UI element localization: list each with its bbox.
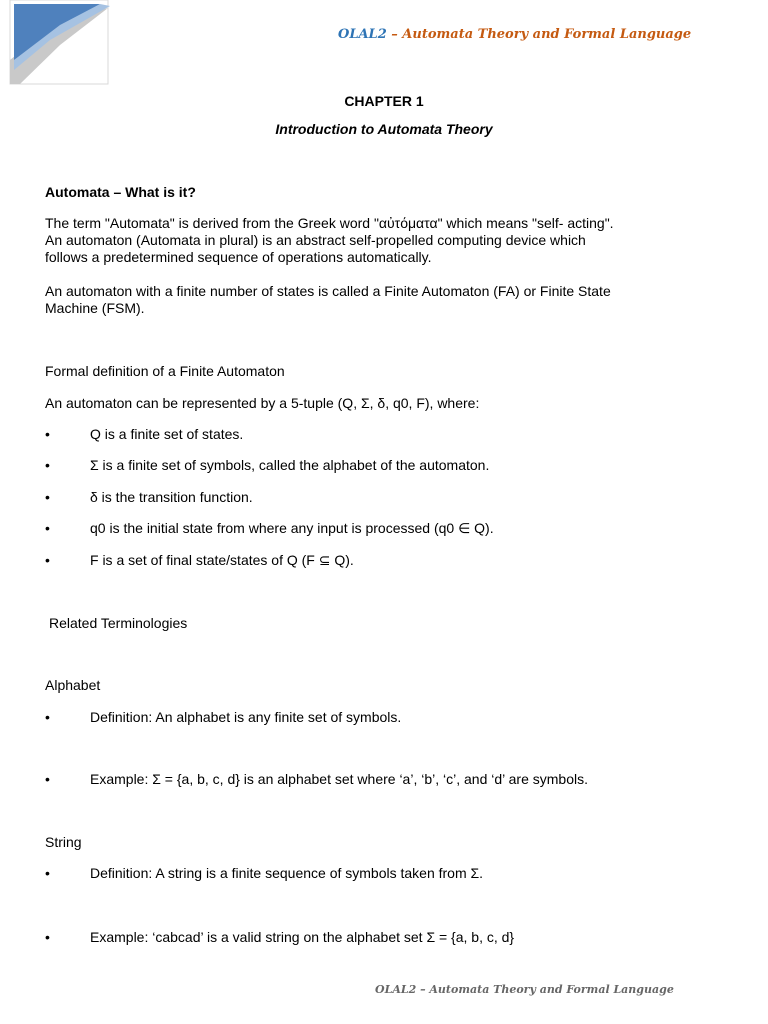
section-heading-formal-definition: Formal definition of a Finite Automaton bbox=[45, 363, 285, 379]
bullet-marker: • bbox=[45, 426, 50, 442]
bullet-marker: • bbox=[45, 489, 50, 505]
bullet-marker: • bbox=[45, 552, 50, 568]
bullet-marker: • bbox=[45, 709, 50, 725]
formal-definition-intro: An automaton can be represented by a 5-tuple (Q, Σ, δ, q0, F), where: bbox=[45, 395, 480, 411]
header-course-name: – Automata Theory and Formal Language bbox=[386, 27, 692, 42]
list-item-text: Σ is a finite set of symbols, called the alphabet of the automaton. bbox=[90, 457, 490, 473]
string-definition: Definition: A string is a finite sequence of symbols taken from Σ. bbox=[90, 865, 484, 881]
bullet-marker: • bbox=[45, 865, 50, 881]
header-course-code: OLAL2 bbox=[338, 27, 387, 42]
chapter-title: Introduction to Automata Theory bbox=[275, 121, 493, 137]
bullet-marker: • bbox=[45, 929, 50, 945]
subheading-alphabet: Alphabet bbox=[45, 677, 101, 693]
corner-decoration bbox=[0, 0, 120, 90]
paragraph-finite-automaton: An automaton with a finite number of states is called a Finite Automaton (FA) or Finite State Machine (FSM). bbox=[45, 283, 611, 316]
alphabet-example: Example: Σ = {a, b, c, d} is an alphabet set where ‘a’, ‘b’, ‘c’, and ‘d’ are symbols. bbox=[90, 771, 589, 787]
paragraph-automata-definition: The term "Automata" is derived from the Greek word "αὐτόματα" which means "self- acting". An automaton (Automata in plural) is an abstract self-propelled computing device which follows a predetermined sequence of operations automatically. bbox=[45, 215, 614, 265]
list-item-text: δ is the transition function. bbox=[90, 489, 253, 505]
string-example: Example: ‘cabcad’ is a valid string on the alphabet set Σ = {a, b, c, d} bbox=[90, 929, 515, 945]
section-heading-automata: Automata – What is it? bbox=[45, 184, 196, 200]
header-title bbox=[338, 27, 691, 42]
subheading-string: String bbox=[45, 834, 82, 850]
list-item-text: Q is a finite set of states. bbox=[90, 426, 244, 442]
bullet-marker: • bbox=[45, 771, 50, 787]
section-heading-related-terminologies: Related Terminologies bbox=[49, 615, 188, 631]
bullet-marker: • bbox=[45, 520, 50, 536]
bullet-marker: • bbox=[45, 457, 50, 473]
alphabet-definition: Definition: An alphabet is any finite set of symbols. bbox=[90, 709, 402, 725]
footer-title: OLAL2 – Automata Theory and Formal Language bbox=[375, 983, 674, 996]
list-item-text: F is a set of final state/states of Q (F ⊆ Q). bbox=[90, 552, 354, 568]
chapter-number: CHAPTER 1 bbox=[344, 93, 424, 109]
list-item-text: q0 is the initial state from where any input is processed (q0 ∈ Q). bbox=[90, 520, 494, 536]
